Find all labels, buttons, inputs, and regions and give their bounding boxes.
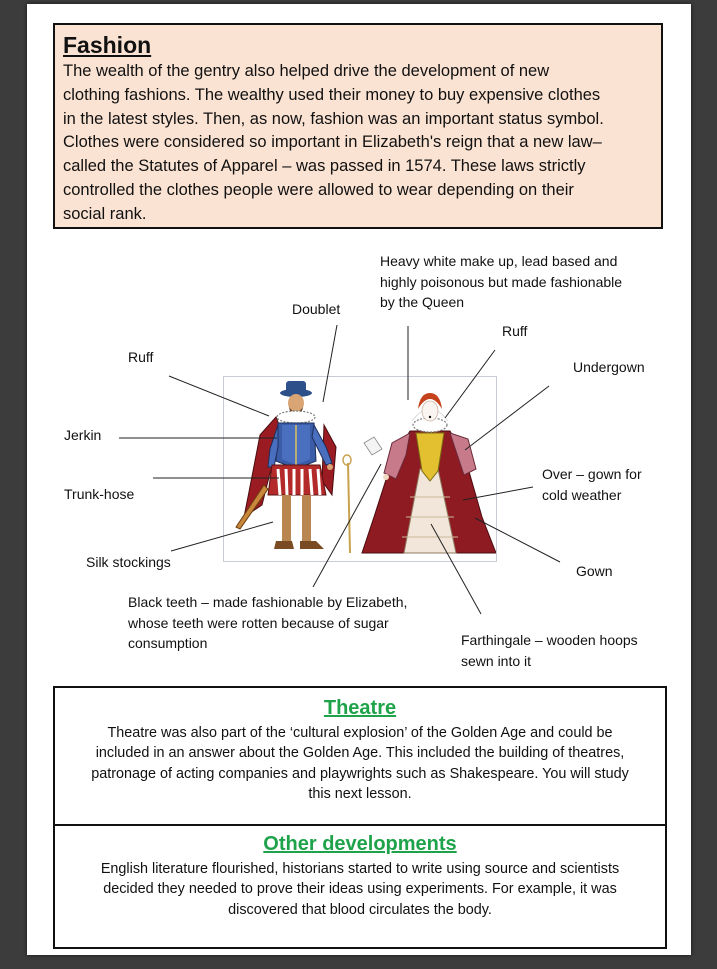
theatre-line: Theatre was also part of the ‘cultural explosion’ of the Golden Age and could be — [107, 725, 613, 741]
label-black-teeth-line: Black teeth – made fashionable by Elizabeth, — [128, 594, 408, 610]
theatre-title: Theatre — [323, 697, 397, 719]
other-developments-line: English literature flourished, historians started to write using source and scientists — [100, 861, 620, 877]
label-trunk-hose: Trunk-hose — [64, 486, 135, 502]
fashion-line: The wealth of the gentry also helped drive the development of new — [63, 62, 550, 80]
other-developments-title: Other developments — [263, 833, 457, 855]
label-black-teeth — [128, 592, 407, 654]
fashion-section — [53, 23, 663, 229]
fashion-line: called the Statutes of Apparel – was passed in 1574. These laws strictly — [63, 157, 586, 176]
label-makeup-line: highly poisonous but made fashionable — [380, 273, 623, 290]
other-developments-line: decided they needed to prove their ideas using experiments. For example, it was — [103, 881, 617, 898]
label-gown: Gown — [576, 563, 613, 579]
worksheet-page — [27, 4, 691, 955]
label-farthingale-line: Farthingale – wooden hoops — [461, 632, 638, 648]
label-overgown — [542, 464, 642, 505]
theatre-section — [53, 686, 667, 826]
theatre-line: patronage of acting companies and playwrights such as Shakespeare. You will study — [91, 765, 629, 782]
label-overgown-line: Over – gown for — [542, 466, 642, 482]
fashion-line: controlled the clothes people were allowed to wear depending on their — [63, 180, 574, 199]
label-makeup-line: Heavy white make up, lead based and — [380, 253, 618, 269]
theatre-line: included in an answer about the Golden Age. This included the building of theatres, — [95, 745, 625, 762]
fashion-paragraph — [63, 60, 653, 227]
label-farthingale — [461, 630, 638, 671]
label-black-teeth-line: whose teeth were rotten because of sugar — [128, 614, 389, 631]
label-overgown-line: cold weather — [542, 486, 622, 503]
label-makeup-line: by the Queen — [380, 294, 465, 310]
other-developments-paragraph — [69, 859, 651, 920]
label-undergown: Undergown — [573, 359, 645, 375]
elizabethan-costume-illustration — [223, 376, 497, 562]
label-jerkin: Jerkin — [64, 427, 102, 443]
label-ruff-man: Ruff — [128, 349, 154, 365]
other-developments-section — [53, 824, 667, 949]
label-farthingale-line: sewn into it — [461, 652, 532, 669]
fashion-line: in the latest styles. Then, as now, fashion was an important status symbol. — [63, 109, 604, 128]
label-black-teeth-line: consumption — [128, 635, 208, 651]
fashion-title: Fashion — [63, 32, 152, 58]
theatre-paragraph — [69, 723, 651, 804]
fashion-line: clothing fashions. The wealthy used their money to buy expensive clothes — [63, 85, 601, 104]
costume-drawing — [224, 377, 496, 561]
label-makeup — [380, 251, 622, 313]
theatre-line: this next lesson. — [308, 785, 412, 802]
label-ruff-woman: Ruff — [502, 323, 528, 339]
fashion-line: Clothes were considered so important in Elizabeth's reign that a new law– — [63, 133, 602, 152]
fashion-line: social rank. — [63, 204, 147, 223]
label-silk-stockings: Silk stockings — [86, 554, 171, 570]
other-developments-line: discovered that blood circulates the body. — [228, 901, 492, 918]
label-doublet: Doublet — [292, 301, 341, 317]
